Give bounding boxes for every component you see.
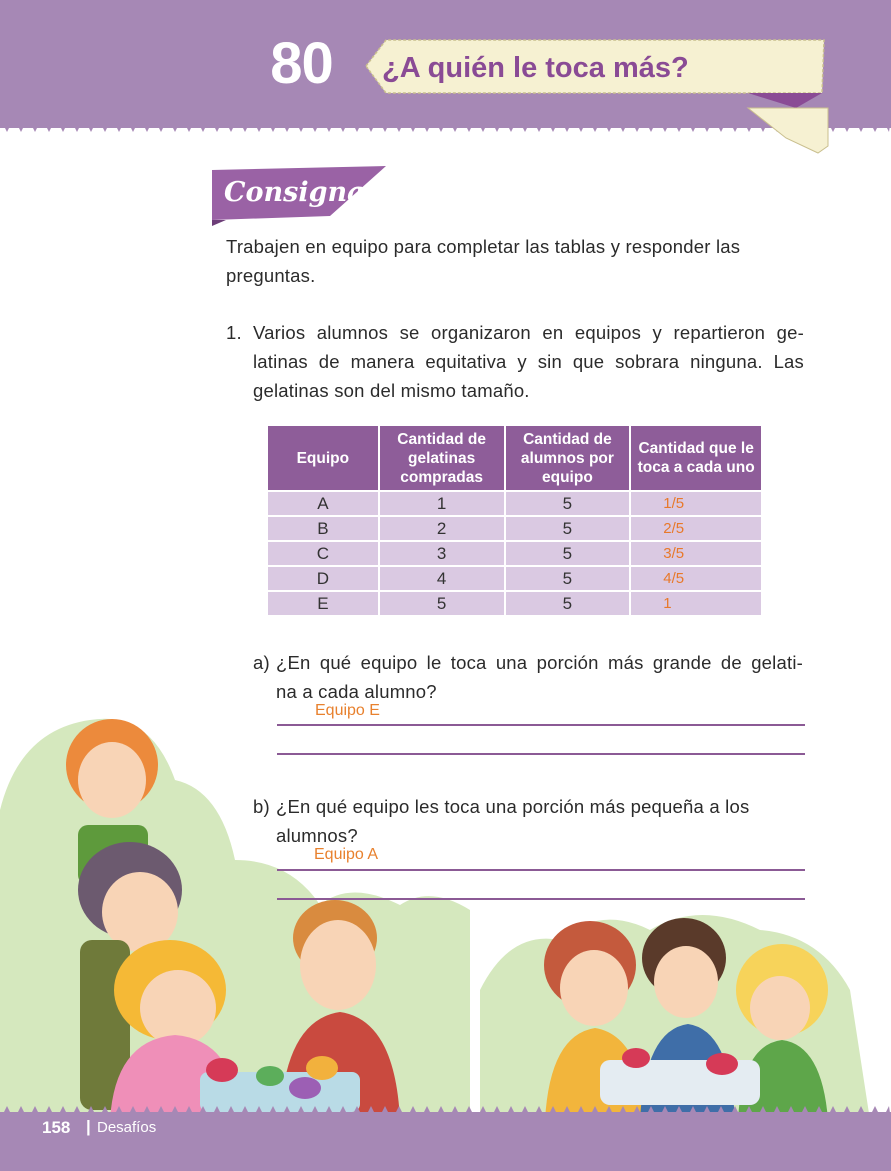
answer-line (277, 753, 805, 755)
header-equipo: Equipo (268, 426, 378, 490)
cell-porcion: 3/5 (631, 542, 761, 565)
header-porcion: Cantidad que le toca a cada uno (631, 426, 761, 490)
book-name: Desafíos (97, 1119, 157, 1136)
cell-porcion: 4/5 (631, 567, 761, 590)
table-row (268, 567, 761, 590)
lesson-number: 80 (270, 31, 333, 96)
question-b-label: b) (253, 796, 270, 817)
table-row (268, 592, 761, 615)
answer-b: Equipo A (314, 846, 379, 863)
question-a-label: a) (253, 652, 270, 673)
cell-alumnos: 5 (506, 542, 630, 565)
cell-gelatinas: 5 (380, 592, 504, 615)
cell-gelatinas: 4 (380, 567, 504, 590)
consigna-instruction: Trabajen en equipo para completar las tablas y responder las preguntas. (226, 236, 741, 286)
cell-alumnos: 5 (506, 567, 630, 590)
question-b-line1: ¿En qué equipo les toca una porción más pequeña a los (276, 796, 750, 817)
cell-porcion: 1/5 (631, 492, 761, 515)
lesson-title: ¿A quién le toca más? (382, 52, 689, 84)
cell-porcion: 1 (631, 592, 761, 615)
problem-text-line1: Varios alumnos se organizaron en equipos y repartieron ge- (253, 322, 804, 343)
answer-line (277, 898, 805, 900)
cell-alumnos: 5 (506, 592, 630, 615)
cell-porcion: 2/5 (631, 517, 761, 540)
table-row (268, 542, 761, 565)
cell-equipo: B (268, 517, 378, 540)
question-b-line2: alumnos? (276, 825, 358, 846)
question-a-line2: na a cada alumno? (276, 681, 437, 702)
answer-line (277, 724, 805, 726)
problem-text-line3: gelatinas son del mismo tamaño. (253, 380, 530, 401)
cell-equipo: C (268, 542, 378, 565)
consigna-label: Consigna (224, 177, 365, 208)
answer-line (277, 869, 805, 871)
cell-gelatinas: 2 (380, 517, 504, 540)
footer-separator: | (86, 1117, 91, 1136)
question-a-line1: ¿En qué equipo le toca una porción más grande de gelati- (276, 652, 803, 673)
cell-alumnos: 5 (506, 492, 630, 515)
gelatinas-table (266, 424, 763, 617)
cell-equipo: D (268, 567, 378, 590)
cell-gelatinas: 1 (380, 492, 504, 515)
cell-alumnos: 5 (506, 517, 630, 540)
table-row (268, 492, 761, 515)
cell-equipo: E (268, 592, 378, 615)
page-number: 158 (42, 1118, 71, 1137)
answer-a: Equipo E (315, 702, 380, 719)
problem-text-line2: latinas de manera equitativa y sin que sobrara ninguna. Las (253, 351, 804, 372)
table-header-row (268, 426, 761, 490)
problem-number: 1. (226, 322, 242, 343)
table-row (268, 517, 761, 540)
header-alumnos: Cantidad de alumnos por equipo (506, 426, 630, 490)
cell-gelatinas: 3 (380, 542, 504, 565)
cell-equipo: A (268, 492, 378, 515)
header-gelatinas: Cantidad de gelatinas compradas (380, 426, 504, 490)
